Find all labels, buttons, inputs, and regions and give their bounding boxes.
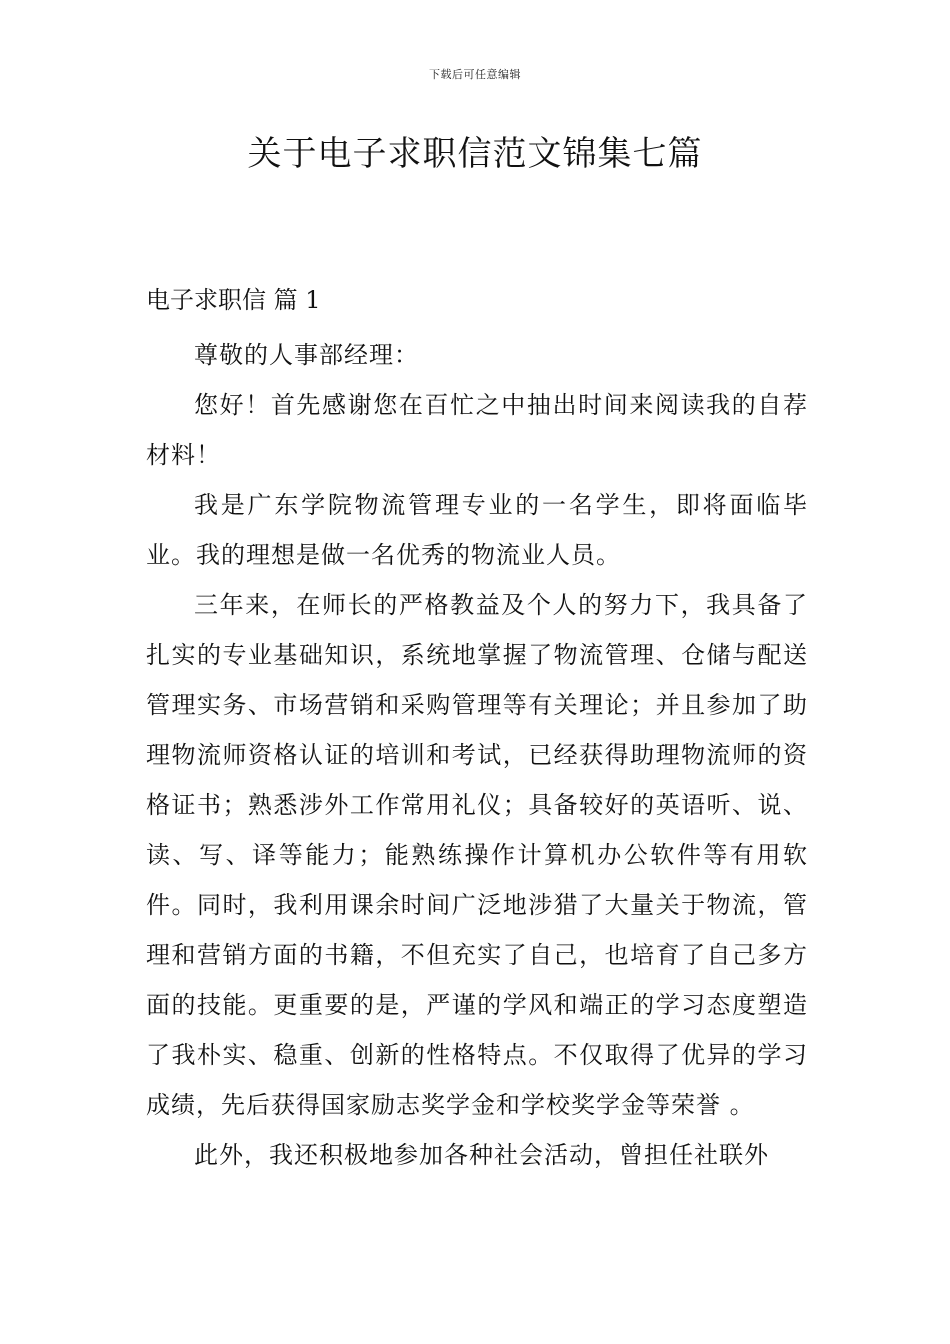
paragraph: 我是广东学院物流管理专业的一名学生，即将面临毕业。我的理想是做一名优秀的物流业人员。 — [146, 491, 808, 569]
document-title: 关于电子求职信范文锦集七篇 — [247, 134, 703, 174]
paragraph: 三年来，在师长的严格教益及个人的努力下，我具备了扎实的专业基础知识，系统地掌握了物流管理、仓储与配送管理实务、市场营销和采购管理等有关理论；并且参加了助理物流师资格认证的培训和考试，已经获得助理物流师的资格证书；熟悉涉外工作常用礼仪；具备较好的英语听、说、读、写、译等能力；能熟练操作计算机办公软件等有用软件。同时，我利用课余时间广泛地涉猎了大量关于物流，管理和营销方面的书籍，不但充实了自己，也培育了自己多方面的技能。更重要的是，严谨的学风和端正的学习态度塑造了我朴实、稳重、创新的性格特点。不仅取得了优异的学习成绩，先后获得国家励志奖学金和学校奖学金等荣誉 。 — [146, 591, 808, 1119]
document-body — [146, 280, 808, 1180]
header-note: 下载后可任意编辑 — [429, 68, 521, 81]
paragraph: 您好！首先感谢您在百忙之中抽出时间来阅读我的自荐材料！ — [146, 391, 808, 469]
salutation: 尊敬的人事部经理： — [194, 341, 419, 369]
paragraph: 此外，我还积极地参加各种社会活动，曾担任社联外 — [194, 1141, 769, 1169]
section-heading: 电子求职信 篇 1 — [146, 286, 321, 314]
